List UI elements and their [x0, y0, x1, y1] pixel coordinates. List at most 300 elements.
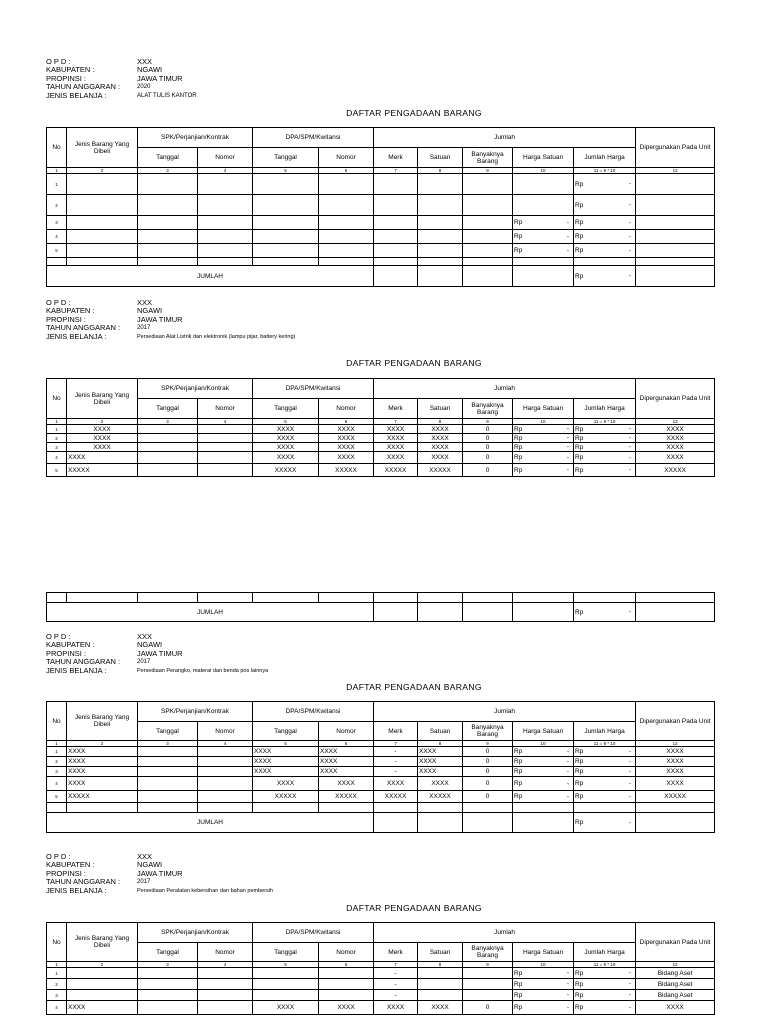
table-header-cell: DPA/SPM/Kwitansi: [253, 702, 374, 722]
table-header-cell: DPA/SPM/Kwitansi: [253, 923, 374, 943]
table-cell: [513, 230, 574, 244]
table-header-cell: SPK/Perjanjian/Kontrak: [138, 128, 253, 148]
table-cell: [513, 791, 574, 803]
table-cell: [138, 216, 198, 230]
table-cell: 4: [47, 230, 67, 244]
table-cell: [463, 990, 513, 1001]
table-cell: [374, 174, 418, 195]
table-cell: [513, 195, 574, 216]
dash-text: -: [628, 991, 632, 999]
table-cell: [463, 216, 513, 230]
table-cell: 11 = 9 * 10: [574, 741, 636, 747]
section2-total-table: [46, 592, 715, 622]
table-cell: [67, 803, 138, 813]
table-cell: 5: [47, 464, 67, 477]
table-cell: [513, 216, 574, 230]
table-cell: [319, 244, 374, 258]
field-value: Persediaan Peralatan kebersihan dan bahan pembersih: [137, 887, 274, 894]
table-cell: [253, 216, 319, 230]
table-cell: [636, 258, 715, 266]
table-cell: XXXX: [636, 767, 715, 777]
table-cell: [574, 434, 636, 443]
table-cell: 6: [319, 419, 374, 425]
table-cell: [319, 979, 374, 990]
field-value: Rp: [514, 991, 523, 999]
table-cell: 2: [47, 195, 67, 216]
table-cell: [463, 174, 513, 195]
table-cell: XXXX: [67, 443, 138, 452]
table-row: [47, 777, 715, 791]
dash-text: -: [628, 454, 632, 461]
table-cell: [374, 603, 418, 622]
table-cell: [418, 968, 463, 979]
table-header-cell: No: [47, 128, 67, 168]
table-cell: [253, 244, 319, 258]
field-value: Rp: [575, 758, 584, 765]
field-label: KABUPATEN :: [46, 640, 95, 650]
table-cell: 9: [463, 741, 513, 747]
dash-text: -: [628, 443, 632, 451]
table-cell: [574, 593, 636, 603]
table-header-cell: Jumlah: [374, 128, 636, 148]
table-cell: 6: [319, 741, 374, 747]
table-cell: 4: [47, 1001, 67, 1015]
field-value: Rp: [514, 454, 523, 461]
table-header-cell: Satuan: [418, 399, 463, 419]
table-cell: 2: [67, 741, 138, 747]
table-header-cell: Jumlah Harga: [574, 399, 636, 419]
field-value: NGAWI: [137, 640, 163, 650]
table-cell: [463, 813, 513, 833]
table-cell: 10: [513, 419, 574, 425]
field-value: Rp: [575, 425, 584, 433]
table-cell: 1: [47, 419, 67, 425]
table-cell: [198, 174, 253, 195]
table-cell: 10: [513, 962, 574, 968]
table-header-cell: Jumlah Harga: [574, 148, 636, 168]
table-header-cell: Nomor: [198, 722, 253, 741]
table-cell: [636, 803, 715, 813]
table-cell: [418, 174, 463, 195]
field-value: 2017: [137, 325, 151, 332]
field-value: Rp: [575, 201, 584, 209]
table-header-cell: Banyaknya Barang: [463, 943, 513, 962]
table-header-cell: Banyaknya Barang: [463, 722, 513, 741]
table-cell: XXXX: [418, 443, 463, 452]
field-label: O P D :: [46, 298, 71, 307]
table-cell: XXXXX: [374, 464, 418, 477]
table-cell: [67, 195, 138, 216]
table-cell: XXXX: [636, 425, 715, 434]
table-row: [47, 968, 715, 979]
table-cell: [138, 777, 198, 791]
dash-text: -: [566, 425, 570, 433]
table-cell: XXXX: [418, 452, 463, 464]
table-cell: 7: [374, 741, 418, 747]
dash-text: -: [566, 748, 570, 755]
table-cell: [463, 803, 513, 813]
table-cell: 3: [138, 962, 198, 968]
table-header-cell: Jumlah Harga: [574, 943, 636, 962]
table-cell: [198, 791, 253, 803]
table-cell: [253, 968, 319, 979]
table-cell: XXXX: [67, 777, 138, 791]
table-cell: 12: [636, 962, 715, 968]
table-cell: XXXXX: [374, 791, 418, 803]
dash-text: -: [628, 758, 632, 765]
table-cell: XXXX: [418, 1001, 463, 1015]
field-label: TAHUN ANGGARAN :: [46, 82, 121, 92]
table-cell: [463, 593, 513, 603]
table-cell: [574, 258, 636, 266]
table-cell: [418, 603, 463, 622]
table-cell: 11 = 9 * 10: [574, 168, 636, 174]
table-cell: 0: [463, 443, 513, 452]
table-row: [47, 434, 715, 443]
table-cell: XXXX: [319, 1001, 374, 1015]
dash-text: -: [628, 201, 632, 209]
dash-text: -: [628, 247, 632, 254]
section4-info: [46, 853, 273, 895]
table-cell: XXXX: [636, 747, 715, 757]
table-cell: [253, 195, 319, 216]
table-cell: [513, 968, 574, 979]
table-header-cell: Satuan: [418, 943, 463, 962]
table-cell: XXXX: [67, 434, 138, 443]
table-cell: [418, 258, 463, 266]
table-cell: [198, 979, 253, 990]
section2-table: [46, 378, 715, 477]
table-cell: [138, 990, 198, 1001]
table-cell: [418, 990, 463, 1001]
table-cell: [374, 266, 418, 287]
table-header-cell: Tanggal: [253, 722, 319, 741]
table-cell: 7: [374, 419, 418, 425]
field-value: Rp: [514, 793, 523, 800]
table-cell: 3: [138, 168, 198, 174]
table-cell: [574, 968, 636, 979]
table-cell: [253, 258, 319, 266]
table-cell: [574, 266, 636, 287]
table-header-cell: Tanggal: [138, 399, 198, 419]
table-cell: Bidang Aset: [636, 968, 715, 979]
table-cell: 3: [138, 419, 198, 425]
dash-text: -: [628, 748, 632, 755]
field-value: Rp: [575, 980, 584, 988]
table-cell: [636, 216, 715, 230]
table-cell: [198, 767, 253, 777]
field-label: O P D :: [46, 57, 71, 66]
table-cell: XXXX: [636, 452, 715, 464]
table-header-cell: Nomor: [319, 722, 374, 741]
table-cell: [198, 777, 253, 791]
table-cell: [636, 230, 715, 244]
table-cell: XXXX: [67, 747, 138, 757]
table-cell: [574, 174, 636, 195]
table-cell: 1: [47, 168, 67, 174]
table-cell: 8: [418, 962, 463, 968]
table-cell: [198, 464, 253, 477]
table-cell: XXXX: [253, 767, 319, 777]
table-cell: 1: [47, 968, 67, 979]
table-row: [47, 747, 715, 757]
table-cell: [574, 244, 636, 258]
table-cell: [513, 757, 574, 767]
table-header-cell: Tanggal: [253, 943, 319, 962]
table-cell: [513, 603, 574, 622]
table-cell: XXXX: [636, 434, 715, 443]
table-cell: [374, 195, 418, 216]
table-cell: 9: [463, 419, 513, 425]
table-row: [47, 1001, 715, 1015]
table-cell: [463, 968, 513, 979]
total-row: [47, 266, 715, 287]
table-cell: 5: [253, 962, 319, 968]
field-value: Rp: [514, 768, 523, 775]
field-value: Rp: [514, 780, 523, 787]
table-cell: [418, 230, 463, 244]
field-label: PROPINSI :: [46, 73, 87, 83]
dash-text: -: [566, 969, 570, 977]
table-cell: XXXX: [418, 767, 463, 777]
table-header-cell: Tanggal: [138, 943, 198, 962]
table-header-cell: Harga Satuan: [513, 722, 574, 741]
table-cell: [374, 244, 418, 258]
table-cell: [513, 990, 574, 1001]
table-cell: [574, 1001, 636, 1015]
table-cell: [513, 1001, 574, 1015]
table-cell: [253, 990, 319, 1001]
table-cell: [253, 803, 319, 813]
table-row: [47, 244, 715, 258]
table-row: [47, 425, 715, 434]
field-value: Rp: [575, 454, 584, 461]
field-value: Rp: [514, 969, 523, 977]
table-cell: 2: [67, 419, 138, 425]
field-value: NGAWI: [137, 306, 163, 316]
field-value: Persediaan Alat Listrik dan elektronik (lampu pijar, battery kering): [137, 333, 296, 340]
table-cell: [574, 990, 636, 1001]
table-header-cell: Tanggal: [253, 148, 319, 168]
section3-title: DAFTAR PENGADAAN BARANG: [346, 682, 482, 692]
dash-text: -: [628, 1004, 632, 1011]
table-cell: [138, 1001, 198, 1015]
table-cell: 5: [47, 791, 67, 803]
table-row: [47, 216, 715, 230]
table-cell: 4: [47, 452, 67, 464]
table-header-cell: Jumlah: [374, 923, 636, 943]
table-cell: [67, 990, 138, 1001]
dash-text: -: [566, 443, 570, 451]
field-value: Rp: [514, 233, 523, 240]
field-value: Rp: [575, 466, 584, 474]
field-value: Rp: [575, 434, 584, 442]
dash-text: -: [566, 466, 570, 474]
table-header-cell: Tanggal: [253, 399, 319, 419]
field-value: Rp: [514, 980, 523, 988]
table-cell: 2: [67, 168, 138, 174]
table-header-cell: Jumlah: [374, 379, 636, 399]
table-cell: [418, 216, 463, 230]
table-cell: XXXXX: [319, 464, 374, 477]
table-cell: [513, 767, 574, 777]
table-cell: [138, 968, 198, 979]
table-header-cell: Satuan: [418, 148, 463, 168]
table-cell: 0: [463, 464, 513, 477]
field-value: XXX: [137, 632, 153, 641]
table-cell: 0: [463, 747, 513, 757]
section4-table: [46, 922, 715, 1015]
field-value: JAWA TIMUR: [137, 314, 183, 324]
table-row: [47, 990, 715, 1001]
table-cell: XXXXX: [67, 464, 138, 477]
table-cell: XXXX: [319, 443, 374, 452]
table-cell: [138, 425, 198, 434]
table-cell: [67, 593, 138, 603]
table-cell: XXXX: [67, 767, 138, 777]
field-label: JENIS BELANJA :: [46, 331, 107, 341]
table-cell: [574, 464, 636, 477]
table-header-cell: DPA/SPM/Kwitansi: [253, 379, 374, 399]
table-cell: 11 = 9 * 10: [574, 419, 636, 425]
table-cell: XXXX: [418, 747, 463, 757]
table-header-cell: Nomor: [319, 943, 374, 962]
field-label: TAHUN ANGGARAN :: [46, 877, 121, 887]
field-label: KABUPATEN :: [46, 860, 95, 870]
dash-text: -: [628, 793, 632, 800]
table-cell: [636, 603, 715, 622]
table-row: [47, 195, 715, 216]
dash-text: -: [628, 780, 632, 787]
dash-text: -: [628, 466, 632, 474]
table-header-cell: No: [47, 379, 67, 419]
table-header-cell: Merk: [374, 399, 418, 419]
field-value: NGAWI: [137, 65, 163, 75]
table-header-cell: Banyaknya Barang: [463, 399, 513, 419]
table-cell: [418, 979, 463, 990]
table-cell: XXXXX: [418, 464, 463, 477]
table-cell: [513, 443, 574, 452]
table-cell: 2: [47, 757, 67, 767]
table-cell: [138, 791, 198, 803]
table-cell: [513, 266, 574, 287]
dash-text: -: [566, 434, 570, 442]
table-cell: 1: [47, 174, 67, 195]
section3-info: [46, 633, 268, 675]
table-cell: [374, 230, 418, 244]
dash-text: -: [566, 1004, 570, 1011]
table-cell: JUMLAH: [47, 266, 374, 287]
table-cell: 4: [47, 777, 67, 791]
table-header-cell: Jumlah: [374, 702, 636, 722]
table-cell: 4: [198, 741, 253, 747]
table-cell: XXXX: [636, 443, 715, 452]
table-header-cell: Harga Satuan: [513, 148, 574, 168]
table-cell: 6: [319, 962, 374, 968]
dash-text: -: [566, 454, 570, 461]
table-cell: [47, 803, 67, 813]
table-cell: 2: [47, 979, 67, 990]
table-cell: -: [374, 757, 418, 767]
field-value: Rp: [514, 758, 523, 765]
field-value: NGAWI: [137, 860, 163, 870]
table-cell: 9: [463, 962, 513, 968]
table-cell: [463, 603, 513, 622]
table-cell: [198, 593, 253, 603]
table-cell: [636, 174, 715, 195]
table-cell: 3: [47, 216, 67, 230]
table-header-cell: Dipergunakan Pada Unit: [636, 702, 715, 741]
table-cell: 11 = 9 * 10: [574, 962, 636, 968]
table-cell: [574, 216, 636, 230]
table-cell: [418, 803, 463, 813]
table-cell: [67, 979, 138, 990]
field-value: Rp: [514, 247, 523, 254]
field-value: JAWA TIMUR: [137, 868, 183, 878]
table-header-cell: SPK/Perjanjian/Kontrak: [138, 379, 253, 399]
table-cell: 0: [463, 777, 513, 791]
table-header-cell: Jenis Barang Yang Dibeli: [67, 923, 138, 962]
table-cell: 2: [47, 434, 67, 443]
dash-text: -: [628, 219, 632, 226]
section2-title: DAFTAR PENGADAAN BARANG: [346, 358, 482, 368]
table-cell: [513, 464, 574, 477]
dash-text: -: [628, 272, 632, 280]
table-cell: XXXX: [67, 425, 138, 434]
table-cell: [319, 174, 374, 195]
table-header-cell: Nomor: [319, 148, 374, 168]
table-cell: 3: [47, 443, 67, 452]
dash-text: -: [628, 980, 632, 988]
field-value: Rp: [575, 1004, 584, 1011]
table-cell: [418, 593, 463, 603]
table-cell: XXXX: [319, 767, 374, 777]
section1-info: [46, 58, 197, 100]
field-value: Rp: [575, 247, 584, 254]
table-cell: [463, 266, 513, 287]
dash-text: -: [566, 247, 570, 254]
dash-text: -: [566, 780, 570, 787]
table-cell: XXXX: [374, 425, 418, 434]
dash-text: -: [566, 758, 570, 765]
table-cell: XXXX: [319, 777, 374, 791]
table-header-cell: SPK/Perjanjian/Kontrak: [138, 923, 253, 943]
table-cell: [138, 244, 198, 258]
table-cell: JUMLAH: [47, 813, 374, 833]
field-label: JENIS BELANJA :: [46, 90, 107, 100]
total-row: [47, 603, 715, 622]
table-cell: [67, 968, 138, 979]
table-cell: [636, 813, 715, 833]
table-header-cell: Merk: [374, 148, 418, 168]
table-cell: Bidang Aset: [636, 979, 715, 990]
table-header-cell: Dipergunakan Pada Unit: [636, 128, 715, 168]
dash-text: -: [628, 969, 632, 977]
table-cell: 1: [47, 741, 67, 747]
table-cell: 3: [138, 741, 198, 747]
table-cell: 1: [47, 747, 67, 757]
field-label: PROPINSI :: [46, 314, 87, 324]
table-cell: [574, 603, 636, 622]
table-cell: [138, 452, 198, 464]
table-cell: XXXX: [67, 1001, 138, 1015]
table-cell: [198, 195, 253, 216]
dash-text: -: [566, 991, 570, 999]
table-cell: [138, 767, 198, 777]
table-header-cell: Dipergunakan Pada Unit: [636, 923, 715, 962]
table-cell: [513, 425, 574, 434]
table-cell: XXXX: [253, 757, 319, 767]
